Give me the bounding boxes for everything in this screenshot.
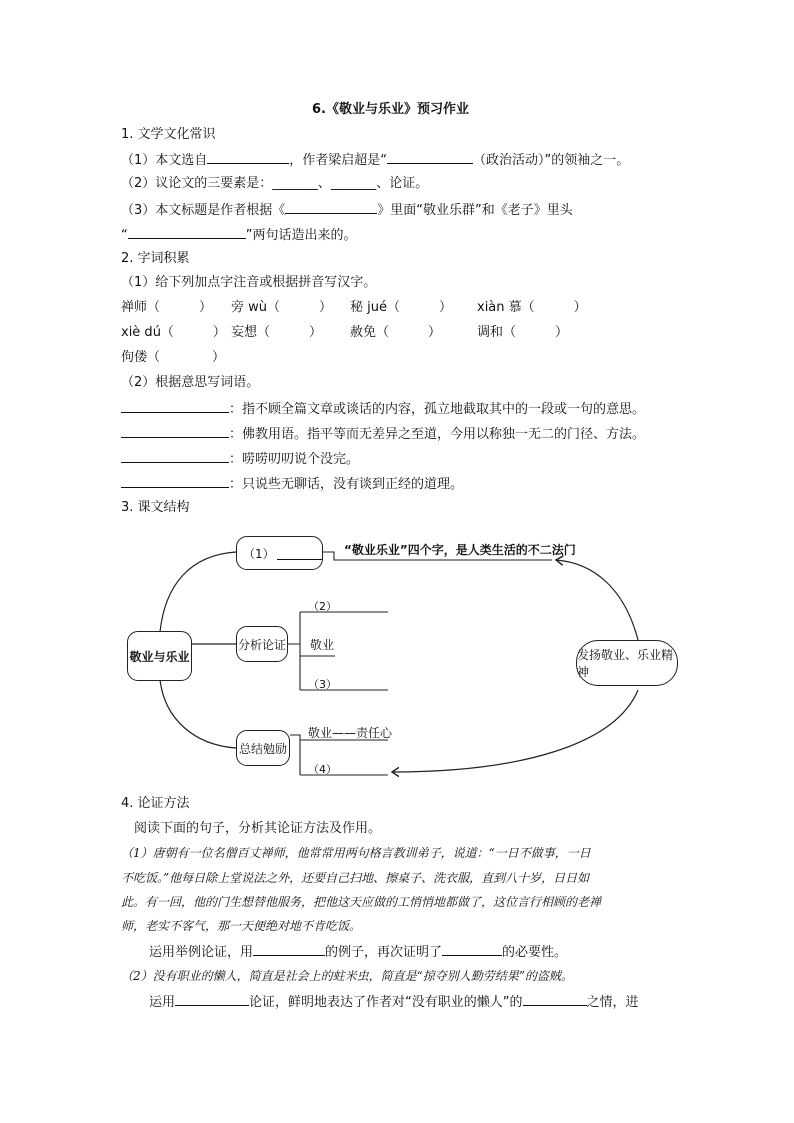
s4-ans2-b: 论证，鲜明地表达了作者对“没有职业的懒人”的 [249,995,523,1010]
blank[interactable] [277,546,322,560]
branch-3-label: （3） [308,678,337,691]
branch-4-label: （4） [308,763,337,776]
section-2-heading: 2. 字词积累 [121,251,190,266]
s4-ans1 [149,942,567,962]
s1-q3-a: （3）本文标题是作者根据《 [121,203,286,218]
bracket [288,612,388,690]
section-1-heading: 1. 文学文化常识 [121,127,216,142]
connector-line [160,552,236,632]
s2-sub2: （2）根据意思写词语。 [121,375,260,390]
s4-ans2-c: 之情，进 [586,995,639,1010]
s2-def: ：唠唠叨叨说个没完。 [229,452,360,467]
s2-row2-item: 赦免（ ） [350,325,442,340]
s4-ans1-a: 运用举例论证，用 [149,945,254,960]
s2-row2-item: xiè dú（ ） [121,325,226,340]
arrow-to-quote [556,560,638,640]
s1-q1-c: （政治活动）”的领袖之一。 [473,153,630,168]
branch-c1-label: 敬业——责任心 [308,726,393,740]
s2-def: ：只说些无聊话，没有谈到正经的道理。 [229,477,464,492]
s2-def: ：佛教用语。指平等而无差异之至道，今用以称独一无二的门径、方法。 [229,427,646,442]
s2-row1-item: 秘 jué（ ） [350,300,452,315]
node-2: 分析论证 [236,626,288,662]
blank[interactable] [175,992,249,1006]
s2-row2-item: 妄想（ ） [231,325,323,340]
s4-p1-line: 不吃饭。”他每日除上堂说法之外，还要自己扫地、擦桌子、洗衣服，直到八十岁，日日如 [121,871,590,885]
s1-q3-c: “ [121,228,128,243]
quote-label: “敬业乐业”四个字，是人类生活的不二法门 [344,543,576,557]
s1-q1-b: ，作者梁启超是“ [289,153,388,168]
blank[interactable] [253,942,325,956]
right-node: 发扬敬业、乐业精神 [576,640,678,686]
s2-sub1: （1）给下列加点字注音或根据拼音写汉字。 [121,275,377,290]
node-3: 总结勉励 [236,730,290,766]
s4-ans2 [149,992,639,1012]
blank[interactable] [523,992,587,1006]
node-1-label: （1） [243,546,275,561]
s1-q3-b: 》里面“敬业乐群”和《老子》里头 [377,203,573,218]
page-title: 6.《敬业与乐业》预习作业 [312,102,469,117]
blank[interactable] [442,942,502,956]
s1-q1-a: （1）本文选自 [121,153,208,168]
s4-ans1-b: 的例子，再次证明了 [325,945,443,960]
s2-def: ：指不顾全篇文章或谈话的内容，孤立地截取其中的一段或一句的意思。 [229,402,646,417]
s4-intro: 阅读下面的句子，分析其论证方法及作用。 [134,821,382,836]
s4-ans1-c: 的必要性。 [502,945,568,960]
s2-row3-item: 佝偻（ ） [121,350,226,365]
arrow-to-4 [392,690,638,772]
s4-p1-line: （1）唐朝有一位名僧百丈禅师，他常常用两句格言教训弟子，说道：“一日不做事，一日 [121,846,591,860]
s2-row1-item: xiàn 慕（ ） [477,300,587,315]
s4-p2: （2）没有职业的懒人，简直是社会上的蛀米虫，简直是“掠夺别人勤劳结果”的盗贼。 [121,969,573,983]
s1-q3-d: ”两句话造出来的。 [245,228,357,243]
section-3-heading: 3. 课文结构 [121,500,190,515]
node-1 [236,536,323,570]
s1-q2: （2）议论文的三要素是：_______、_______、论证。 [121,176,429,191]
s4-ans2-a: 运用 [149,995,176,1010]
center-node: 敬业与乐业 [127,631,192,681]
section-4-heading: 4. 论证方法 [121,796,190,811]
bracket [290,735,388,775]
s2-row2-item: 调和（ ） [477,325,569,340]
s4-p1-line: 此。有一回，他的门生想替他服务，把他这天应做的工悄悄地都做了，这位言行相顾的老禅 [121,895,602,909]
branch-2-label: （2） [308,600,337,613]
s4-p1-line: 师，老实不客气，那一天便绝对地不肯吃饭。 [121,919,362,933]
s2-row1-item: 禅师（ ） [121,300,213,315]
branch-mid-label: 敬业 [310,638,335,652]
s2-row1-item: 旁 wù（ ） [231,300,333,315]
connector-line [160,680,236,748]
